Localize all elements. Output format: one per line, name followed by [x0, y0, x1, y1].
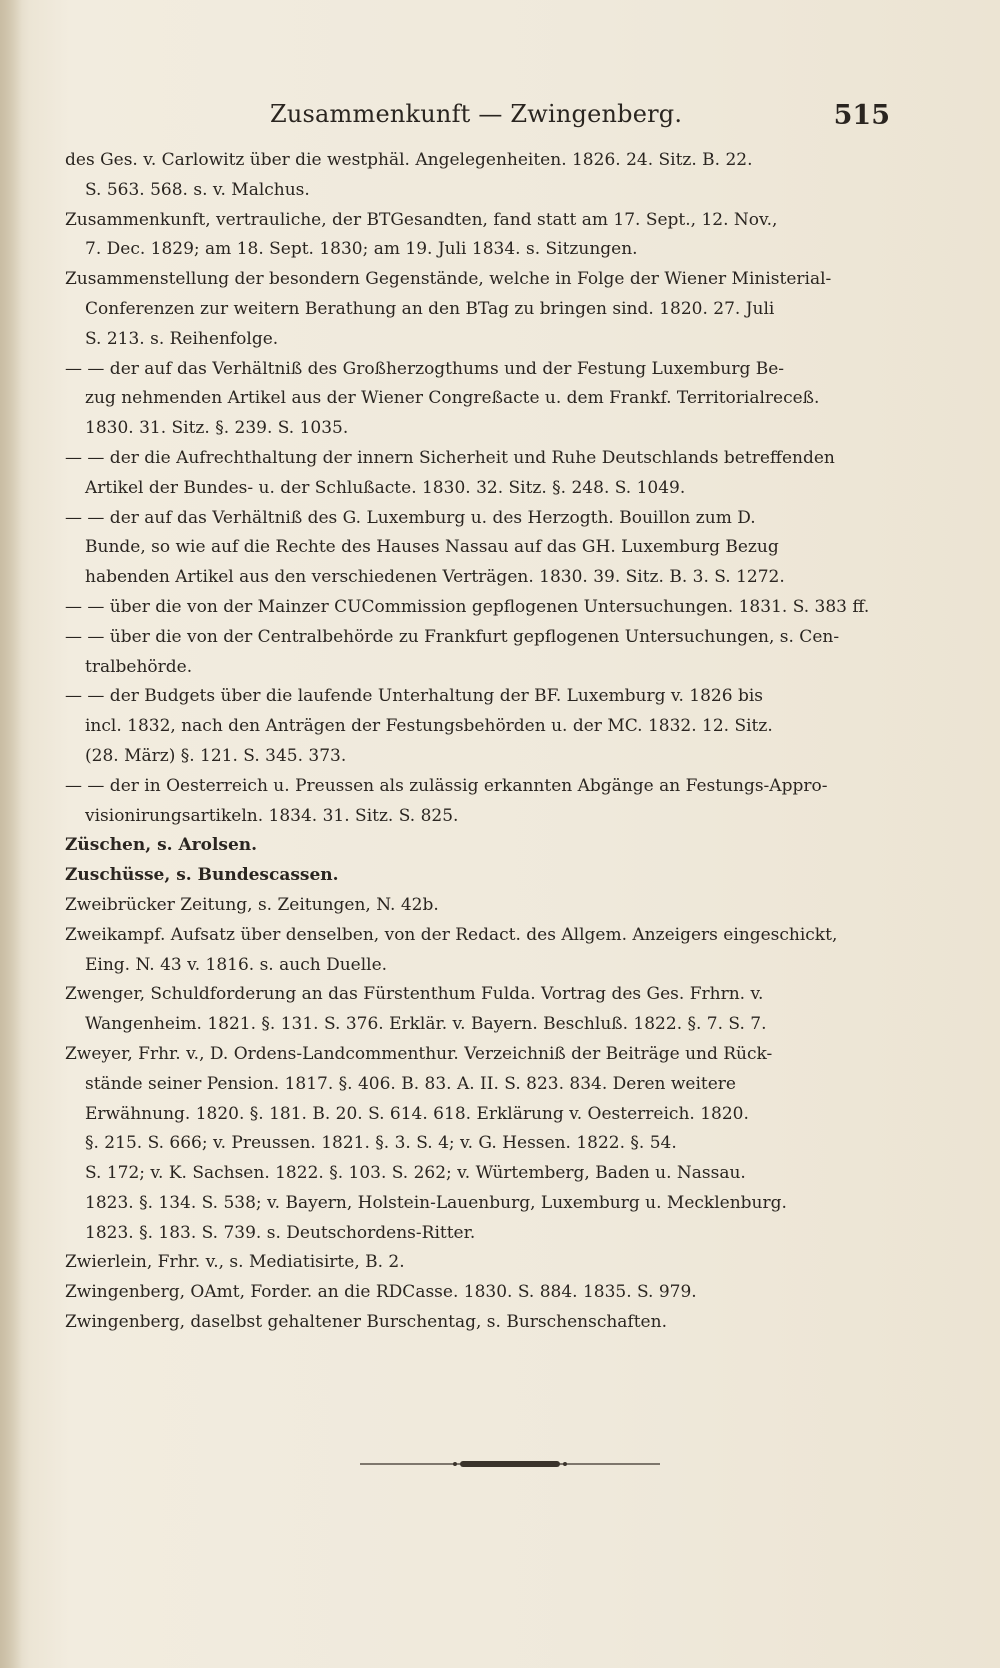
entry-line: stände seiner Pension. 1817. §. 406. B. 83. A. II. S. 823. 834. Deren weitere	[85, 1073, 736, 1094]
entry-line: — — über die von der Mainzer CUCommission gepflogenen Untersuchungen. 1831. S. 383 ff.	[65, 596, 870, 617]
page-number: 515	[833, 100, 890, 131]
index-entry	[0, 861, 1000, 891]
entry-line: S. 213. s. Reihenfolge.	[85, 328, 279, 349]
index-entry	[0, 831, 1000, 861]
entry-line: Zweyer, Frhr. v., D. Ordens-Landcommenthur. Verzeichniß der Beiträge und Rück-	[65, 1043, 773, 1064]
index-entry	[0, 265, 1000, 354]
index-entries	[0, 146, 1000, 1338]
entry-line: Zusammenstellung der besondern Gegenstände, welche in Folge der Wiener Ministerial-	[65, 269, 832, 290]
entry-line: (28. März) §. 121. S. 345. 373.	[85, 745, 347, 766]
entry-line: Zwierlein, Frhr. v., s. Mediatisirte, B. 2.	[65, 1252, 405, 1273]
index-entry	[0, 206, 1000, 266]
entry-line: Zweibrücker Zeitung, s. Zeitungen, N. 42b.	[65, 894, 439, 915]
index-entry	[0, 1308, 1000, 1338]
entry-line: — — der die Aufrechthaltung der innern Sicherheit und Ruhe Deutschlands betreffenden	[65, 447, 835, 468]
index-entry	[0, 504, 1000, 593]
index-entry	[0, 772, 1000, 832]
entry-line: Artikel der Bundes- u. der Schlußacte. 1830. 32. Sitz. §. 248. S. 1049.	[85, 477, 686, 498]
entry-line: Zweikampf. Aufsatz über denselben, von der Redact. des Allgem. Anzeigers eingeschickt,	[65, 924, 838, 945]
entry-line: Züschen, s. Arolsen.	[65, 835, 258, 856]
entry-line: Zusammenkunft, vertrauliche, der BTGesandten, fand statt am 17. Sept., 12. Nov.,	[65, 209, 778, 230]
entry-line: — — über die von der Centralbehörde zu Frankfurt gepflogenen Untersuchungen, s. Cen-	[65, 626, 840, 647]
index-entry	[0, 891, 1000, 921]
entry-line: Erwähnung. 1820. §. 181. B. 20. S. 614. 618. Erklärung v. Oesterreich. 1820.	[85, 1103, 749, 1124]
index-entry	[0, 980, 1000, 1040]
entry-line: incl. 1832, nach den Anträgen der Festungsbehörden u. der MC. 1832. 12. Sitz.	[85, 716, 773, 737]
entry-line: Wangenheim. 1821. §. 131. S. 376. Erklär. v. Bayern. Beschluß. 1822. §. 7. S. 7.	[85, 1014, 767, 1035]
index-entry	[0, 444, 1000, 504]
index-entry	[0, 355, 1000, 444]
entry-line: — — der auf das Verhältniß des G. Luxemburg u. des Herzogth. Bouillon zum D.	[65, 507, 756, 528]
page-header	[0, 92, 1000, 132]
index-entry	[0, 623, 1000, 683]
index-entry	[0, 921, 1000, 981]
index-entry	[0, 593, 1000, 623]
entry-line: 1830. 31. Sitz. §. 239. S. 1035.	[85, 418, 349, 439]
entry-line: 1823. §. 183. S. 739. s. Deutschordens-Ritter.	[85, 1222, 476, 1243]
entry-line: Zwenger, Schuldforderung an das Fürstenthum Fulda. Vortrag des Ges. Frhrn. v.	[65, 984, 764, 1005]
entry-line: des Ges. v. Carlowitz über die westphäl. Angelegenheiten. 1826. 24. Sitz. B. 22.	[65, 150, 753, 170]
index-entry	[0, 682, 1000, 771]
entry-line: Zuschüsse, s. Bundescassen.	[65, 865, 339, 886]
entry-line: Bunde, so wie auf die Rechte des Hauses Nassau auf das GH. Luxemburg Bezug	[85, 537, 779, 558]
entry-line: Eing. N. 43 v. 1816. s. auch Duelle.	[85, 954, 388, 975]
index-entry	[0, 146, 1000, 206]
ornamental-divider	[360, 1458, 660, 1470]
entry-line: zug nehmenden Artikel aus der Wiener Congreßacte u. dem Frankf. Territorialreceß.	[85, 388, 820, 409]
entry-line: — — der Budgets über die laufende Unterhaltung der BF. Luxemburg v. 1826 bis	[65, 686, 763, 707]
entry-line: §. 215. S. 666; v. Preussen. 1821. §. 3. S. 4; v. G. Hessen. 1822. §. 54.	[85, 1133, 677, 1154]
index-entry	[0, 1248, 1000, 1278]
entry-line: S. 172; v. K. Sachsen. 1822. §. 103. S. 262; v. Würtemberg, Baden u. Nassau.	[85, 1163, 746, 1184]
index-entry	[0, 1278, 1000, 1308]
entry-line: Zwingenberg, daselbst gehaltener Burschentag, s. Burschenschaften.	[65, 1312, 667, 1333]
entry-line: visionirungsartikeln. 1834. 31. Sitz. S. 825.	[85, 805, 459, 826]
entry-line: — — der auf das Verhältniß des Großherzogthums und der Festung Luxemburg Be-	[65, 358, 785, 379]
entry-line: — — der in Oesterreich u. Preussen als zulässig erkannten Abgänge an Festungs-Appro-	[65, 775, 828, 796]
index-entry	[0, 1040, 1000, 1249]
entry-line: habenden Artikel aus den verschiedenen Verträgen. 1830. 39. Sitz. B. 3. S. 1272.	[85, 567, 785, 588]
entry-line: tralbehörde.	[85, 656, 193, 677]
entry-line: S. 563. 568. s. v. Malchus.	[85, 179, 310, 200]
entry-line: 7. Dec. 1829; am 18. Sept. 1830; am 19. Juli 1834. s. Sitzungen.	[85, 239, 638, 260]
entry-line: Zwingenberg, OAmt, Forder. an die RDCasse. 1830. S. 884. 1835. S. 979.	[65, 1282, 697, 1303]
entry-line: Conferenzen zur weitern Berathung an den BTag zu bringen sind. 1820. 27. Juli	[85, 298, 775, 319]
running-head: Zusammenkunft — Zwingenberg.	[270, 100, 683, 128]
entry-line: 1823. §. 134. S. 538; v. Bayern, Holstein-Lauenburg, Luxemburg u. Mecklenburg.	[85, 1192, 787, 1213]
